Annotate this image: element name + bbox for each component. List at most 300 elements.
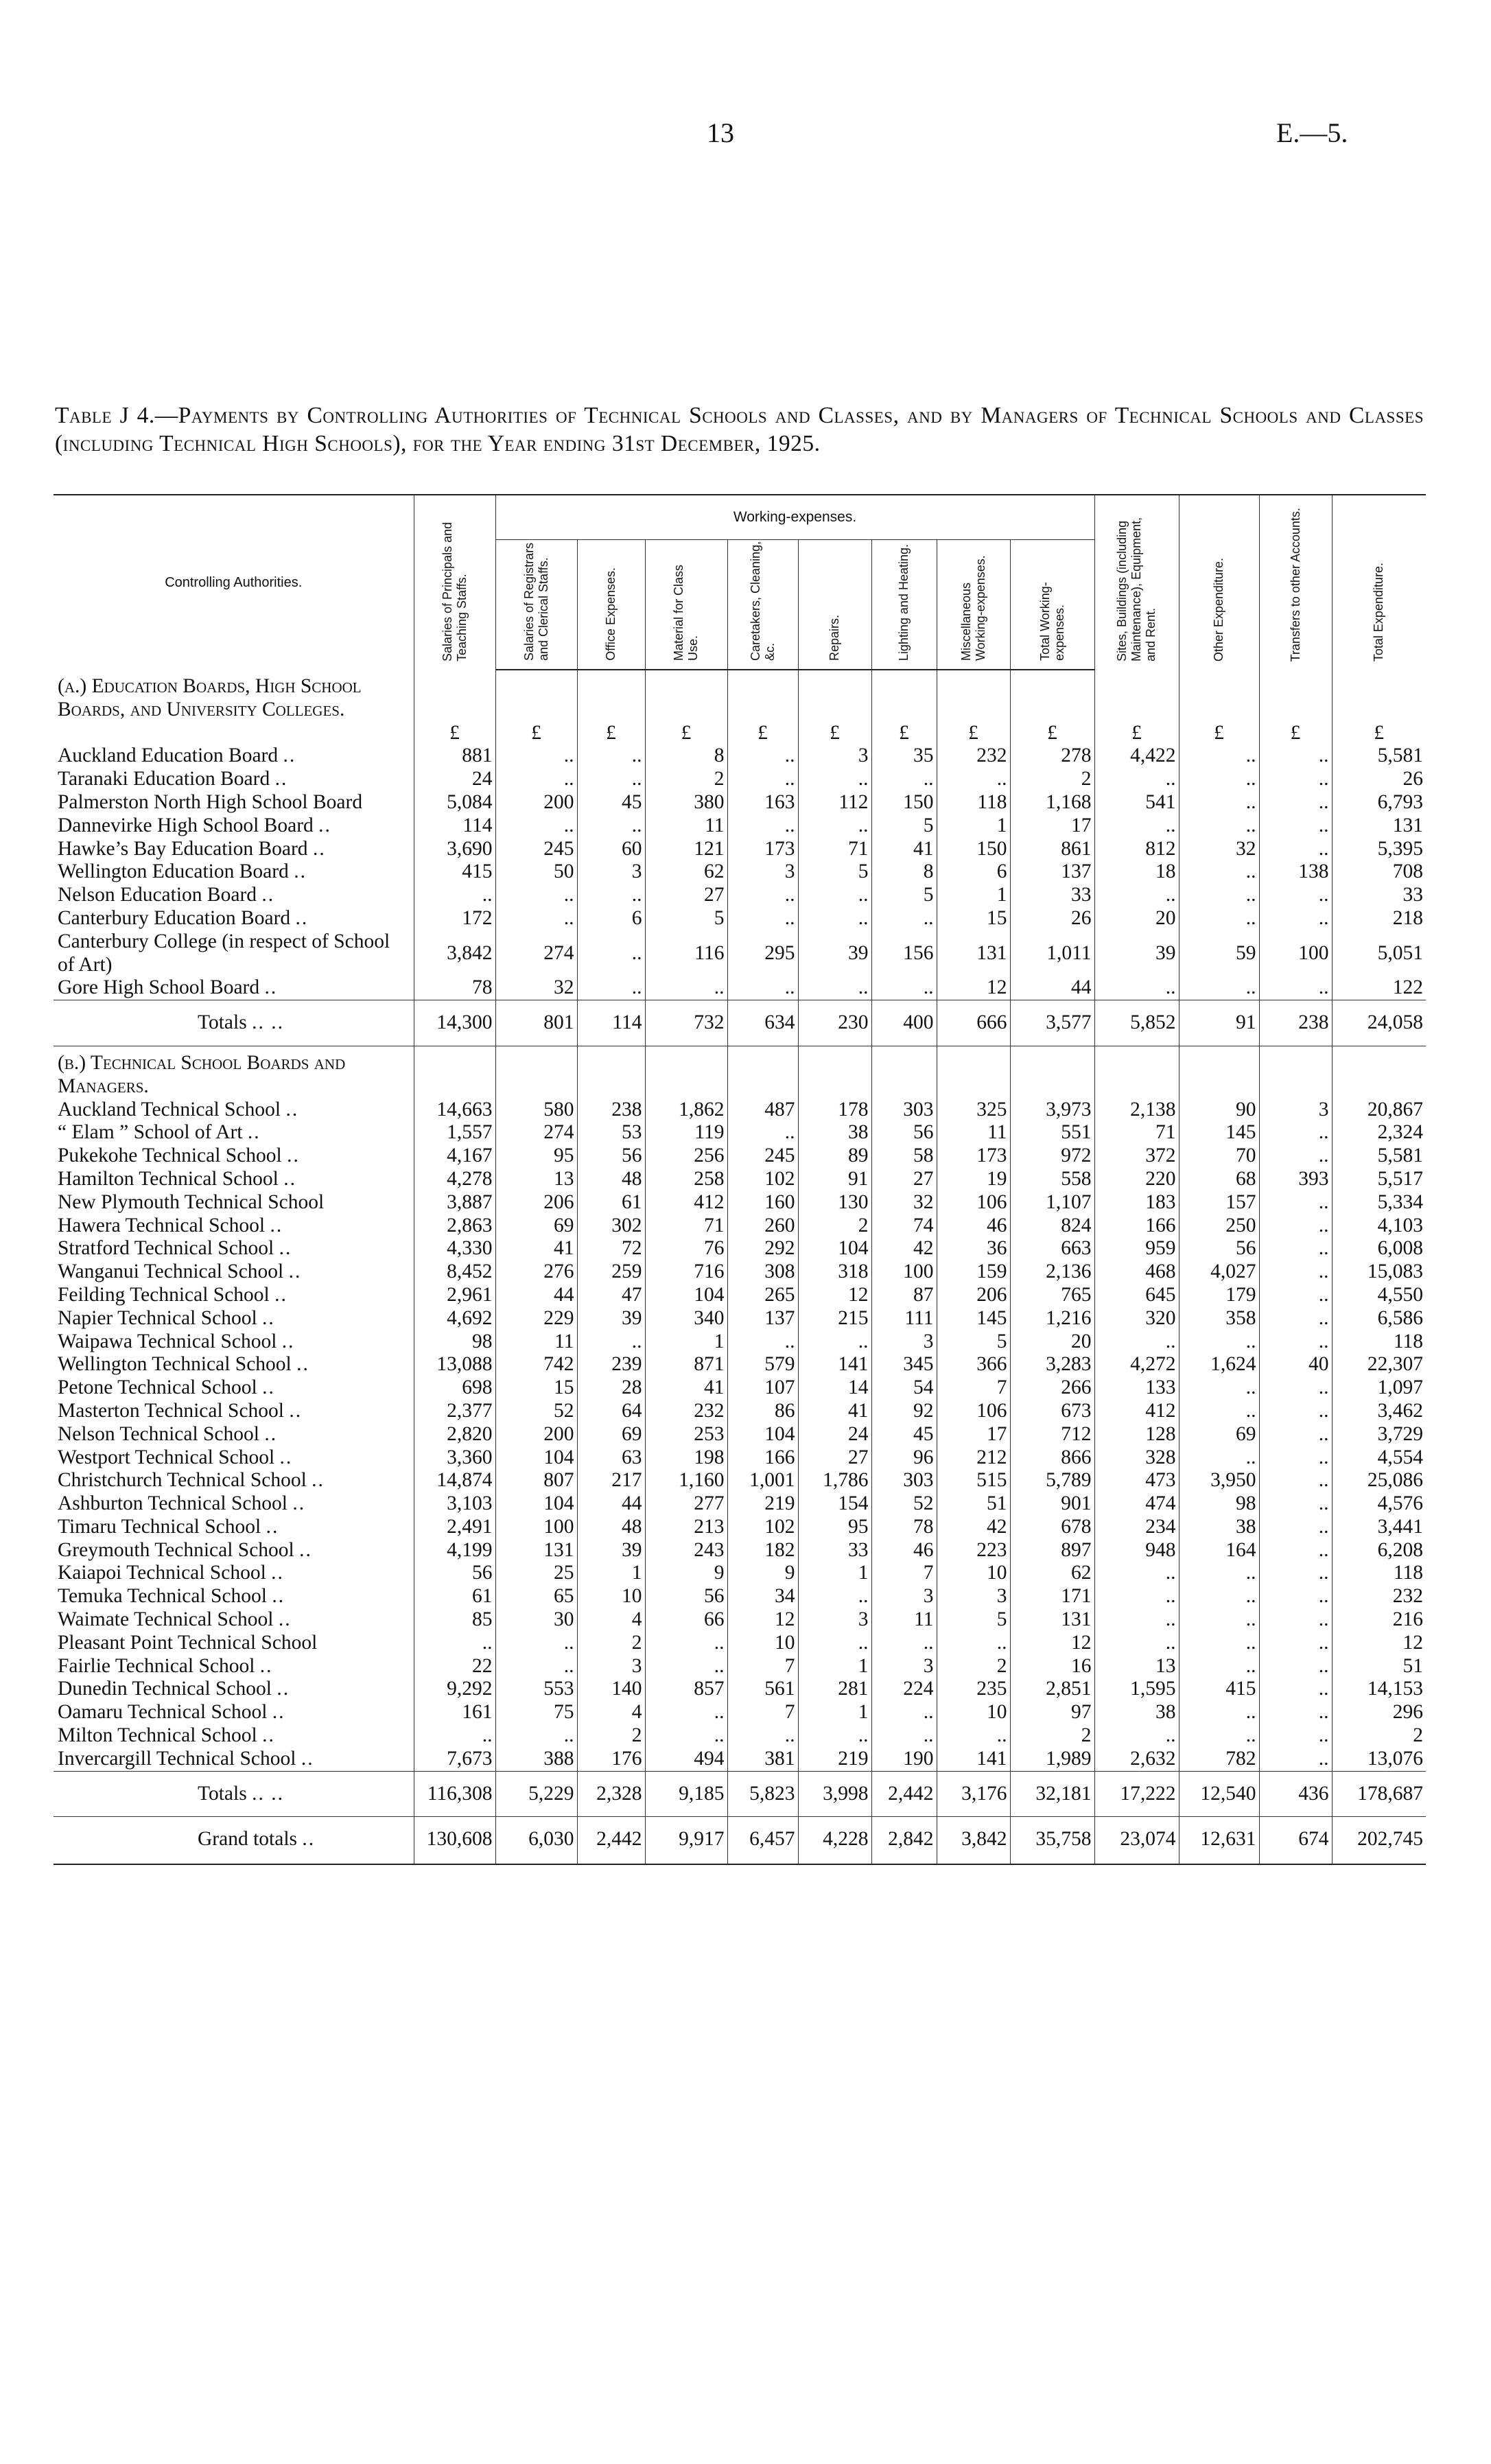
row-name: Feilding Technical School — [58, 1283, 270, 1306]
value-cell: .. — [871, 907, 937, 930]
value-cell: 154 — [798, 1492, 871, 1516]
value-cell: 91 — [798, 1168, 871, 1191]
empty-cell — [1010, 670, 1094, 722]
value-cell: 782 — [1179, 1748, 1259, 1771]
header-sites-buildings: Sites, Buildings (including Maintenance), Equipment, and Rent. — [1094, 495, 1179, 670]
value-cell: 100 — [495, 1516, 577, 1539]
value-cell: 8,452 — [414, 1260, 495, 1284]
currency-symbol: £ — [414, 722, 495, 745]
value-cell: 2,138 — [1094, 1099, 1179, 1122]
empty-cell — [495, 670, 577, 722]
leader-dots: .. — [279, 1446, 293, 1468]
value-cell: 51 — [1332, 1655, 1426, 1678]
value-cell: 11 — [871, 1608, 937, 1632]
header-caretakers: Caretakers, Cleaning, &c. — [727, 540, 798, 670]
table-row — [54, 1585, 1426, 1608]
value-cell: 4 — [577, 1701, 645, 1724]
value-cell: .. — [1259, 1145, 1332, 1168]
value-cell: 18 — [1094, 860, 1179, 884]
value-cell: 116,308 — [414, 1771, 495, 1817]
value-cell: 56 — [645, 1585, 727, 1608]
value-cell: 32 — [1179, 838, 1259, 861]
empty-cell — [798, 670, 871, 722]
value-cell: 44 — [1010, 976, 1094, 1000]
value-cell: 14,663 — [414, 1099, 495, 1122]
value-cell: .. — [1259, 1330, 1332, 1354]
value-cell: 381 — [727, 1748, 798, 1771]
value-cell: 118 — [937, 791, 1010, 814]
value-cell: 12 — [798, 1284, 871, 1307]
value-cell: 541 — [1094, 791, 1179, 814]
value-cell: 4,692 — [414, 1307, 495, 1330]
value-cell: 128 — [1094, 1423, 1179, 1446]
value-cell: 65 — [495, 1585, 577, 1608]
table-row-label — [54, 1724, 414, 1748]
header-total-working: Total Working-expenses. — [1010, 540, 1094, 670]
value-cell: .. — [798, 1585, 871, 1608]
row-name: Waipawa Technical School — [58, 1330, 277, 1352]
value-cell: 107 — [727, 1376, 798, 1400]
value-cell: 812 — [1094, 838, 1179, 861]
value-cell: 13,088 — [414, 1353, 495, 1376]
value-cell: 9 — [727, 1562, 798, 1585]
value-cell: 1 — [798, 1562, 871, 1585]
value-cell: .. — [577, 768, 645, 791]
value-cell: 41 — [645, 1376, 727, 1400]
value-cell: 106 — [937, 1400, 1010, 1423]
value-cell: 9 — [645, 1562, 727, 1585]
table-row-label — [54, 1608, 414, 1632]
value-cell: 3 — [871, 1655, 937, 1678]
value-cell: 274 — [495, 930, 577, 977]
value-cell: 1 — [937, 814, 1010, 838]
value-cell: .. — [1094, 814, 1179, 838]
value-cell: 3,842 — [937, 1817, 1010, 1864]
table-row-label — [54, 884, 414, 907]
value-cell: 215 — [798, 1307, 871, 1330]
currency-symbol: £ — [1332, 722, 1426, 745]
table-row — [54, 1121, 1426, 1145]
value-cell: .. — [577, 1330, 645, 1354]
row-name: Totals — [198, 1782, 247, 1805]
currency-symbol: £ — [727, 722, 798, 745]
value-cell: 91 — [1179, 1000, 1259, 1046]
value-cell: 10 — [727, 1632, 798, 1655]
value-cell: .. — [1179, 976, 1259, 1000]
value-cell: 4,576 — [1332, 1492, 1426, 1516]
value-cell: 176 — [577, 1748, 645, 1771]
value-cell: 41 — [871, 838, 937, 861]
value-cell: 4,278 — [414, 1168, 495, 1191]
value-cell: 3 — [577, 1655, 645, 1678]
currency-symbol: £ — [495, 722, 577, 745]
value-cell: 121 — [645, 838, 727, 861]
value-cell: 972 — [1010, 1145, 1094, 1168]
row-name: Ashburton Technical School — [58, 1492, 287, 1515]
value-cell: .. — [1259, 1632, 1332, 1655]
section-a — [54, 670, 1426, 722]
leader-dots: .. .. — [252, 1782, 284, 1805]
value-cell: 164 — [1179, 1539, 1259, 1562]
table-body — [54, 670, 1426, 1864]
value-cell: 3 — [1259, 1099, 1332, 1122]
value-cell: 20 — [1010, 1330, 1094, 1354]
row-name: Canterbury College (in respect of School of Art) — [58, 930, 390, 976]
value-cell: 473 — [1094, 1469, 1179, 1492]
row-name: Dannevirke High School Board — [58, 814, 314, 836]
value-cell: .. — [1179, 907, 1259, 930]
value-cell: 3 — [727, 860, 798, 884]
value-cell: .. — [1259, 1585, 1332, 1608]
table-row-label — [54, 744, 414, 768]
value-cell: .. — [1094, 1330, 1179, 1354]
row-name: Auckland Education Board — [58, 744, 279, 767]
value-cell: 2 — [798, 1215, 871, 1238]
leader-dots: .. — [272, 1701, 285, 1724]
table-row — [54, 1678, 1426, 1701]
value-cell: .. — [414, 1724, 495, 1748]
value-cell: 4,554 — [1332, 1446, 1426, 1470]
row-name: Grand totals — [198, 1828, 298, 1851]
value-cell: 12 — [937, 976, 1010, 1000]
table-row-label — [54, 907, 414, 930]
value-cell: .. — [1259, 1237, 1332, 1260]
value-cell: .. — [727, 814, 798, 838]
value-cell: 161 — [414, 1701, 495, 1724]
empty-cell — [577, 670, 645, 722]
value-cell: 2,442 — [871, 1771, 937, 1817]
value-cell: .. — [798, 814, 871, 838]
value-cell: .. — [1179, 744, 1259, 768]
value-cell: 634 — [727, 1000, 798, 1046]
value-cell: 27 — [871, 1168, 937, 1191]
payments-table — [54, 494, 1426, 1865]
value-cell: 5,581 — [1332, 744, 1426, 768]
value-cell: 98 — [414, 1330, 495, 1354]
value-cell: .. — [577, 814, 645, 838]
value-cell: 239 — [577, 1353, 645, 1376]
value-cell: 44 — [577, 1492, 645, 1516]
value-cell: 40 — [1259, 1353, 1332, 1376]
empty-cell — [1179, 670, 1259, 722]
leader-dots: .. — [266, 1515, 279, 1538]
value-cell: 96 — [871, 1446, 937, 1470]
value-cell: 2,136 — [1010, 1260, 1094, 1284]
table-row-label — [54, 1423, 414, 1446]
value-cell: 4,422 — [1094, 744, 1179, 768]
value-cell: 474 — [1094, 1492, 1179, 1516]
value-cell: .. — [727, 744, 798, 768]
value-cell: 42 — [937, 1516, 1010, 1539]
value-cell: 24,058 — [1332, 1000, 1426, 1046]
section-b-title: (b.) Technical School Boards and Managers. — [58, 1051, 346, 1097]
value-cell: 897 — [1010, 1539, 1094, 1562]
value-cell: 1,557 — [414, 1121, 495, 1145]
value-cell: 25,086 — [1332, 1469, 1426, 1492]
value-cell: 190 — [871, 1748, 937, 1771]
leader-dots: .. — [289, 1399, 303, 1422]
value-cell: 1,001 — [727, 1469, 798, 1492]
value-cell: 74 — [871, 1215, 937, 1238]
value-cell: .. — [1179, 1655, 1259, 1678]
value-cell: 166 — [1094, 1215, 1179, 1238]
value-cell: 4,330 — [414, 1237, 495, 1260]
value-cell: .. — [937, 1632, 1010, 1655]
value-cell: 12 — [727, 1608, 798, 1632]
table-row — [54, 1376, 1426, 1400]
value-cell: .. — [1094, 1585, 1179, 1608]
value-cell: 3 — [798, 744, 871, 768]
value-cell: 68 — [1179, 1168, 1259, 1191]
table-row — [54, 1423, 1426, 1446]
value-cell: 114 — [414, 814, 495, 838]
value-cell: 46 — [937, 1215, 1010, 1238]
value-cell: .. — [727, 884, 798, 907]
table-row-label — [54, 1099, 414, 1122]
empty-cell — [727, 670, 798, 722]
value-cell: 9,292 — [414, 1678, 495, 1701]
table-row-label — [54, 1284, 414, 1307]
value-cell: 3,103 — [414, 1492, 495, 1516]
table-row-label — [54, 1145, 414, 1168]
value-cell: .. — [1094, 884, 1179, 907]
value-cell: .. — [495, 907, 577, 930]
table-row-label — [54, 976, 414, 1000]
value-cell: .. — [1259, 976, 1332, 1000]
value-cell: .. — [1259, 1469, 1332, 1492]
value-cell: .. — [414, 884, 495, 907]
value-cell: .. — [1259, 884, 1332, 907]
value-cell: 200 — [495, 1423, 577, 1446]
section-b — [54, 1046, 1426, 1098]
row-name: Hawera Technical School — [58, 1214, 266, 1236]
value-cell: 5 — [798, 860, 871, 884]
value-cell: 56 — [577, 1145, 645, 1168]
value-cell: 50 — [495, 860, 577, 884]
row-name: Hawke’s Bay Education Board — [58, 837, 308, 860]
value-cell: .. — [1179, 884, 1259, 907]
value-cell: 412 — [645, 1191, 727, 1215]
value-cell: 32 — [495, 976, 577, 1000]
value-cell: 380 — [645, 791, 727, 814]
row-name: Wellington Education Board — [58, 860, 289, 883]
value-cell: .. — [727, 1121, 798, 1145]
value-cell: .. — [1094, 1724, 1179, 1748]
leader-dots: .. — [294, 860, 307, 883]
value-cell: .. — [871, 1701, 937, 1724]
value-cell: 44 — [495, 1284, 577, 1307]
empty-cell — [1179, 1046, 1259, 1098]
table-row-label — [54, 1237, 414, 1260]
table-row — [54, 1724, 1426, 1748]
header-other-expenditure: Other Expenditure. — [1179, 495, 1259, 670]
table-row-label — [54, 1215, 414, 1238]
value-cell: 742 — [495, 1353, 577, 1376]
value-cell: 5,823 — [727, 1771, 798, 1817]
table-row-label — [54, 768, 414, 791]
value-cell: 266 — [1010, 1376, 1094, 1400]
value-cell: 42 — [871, 1237, 937, 1260]
value-cell: 97 — [1010, 1701, 1094, 1724]
empty-cell — [1332, 670, 1426, 722]
value-cell: 6,793 — [1332, 791, 1426, 814]
value-cell: 579 — [727, 1353, 798, 1376]
value-cell: 2 — [1332, 1724, 1426, 1748]
value-cell: 6 — [937, 860, 1010, 884]
leader-dots: .. — [278, 1608, 292, 1631]
value-cell: 145 — [1179, 1121, 1259, 1145]
value-cell: 12,540 — [1179, 1771, 1259, 1817]
value-cell: 328 — [1094, 1446, 1179, 1470]
value-cell: 58 — [871, 1145, 937, 1168]
value-cell: 69 — [1179, 1423, 1259, 1446]
value-cell: .. — [1259, 1376, 1332, 1400]
value-cell: 51 — [937, 1492, 1010, 1516]
leader-dots: .. — [262, 1306, 275, 1329]
value-cell: 366 — [937, 1353, 1010, 1376]
value-cell: .. — [1259, 1608, 1332, 1632]
table-row — [54, 1516, 1426, 1539]
row-name: Taranaki Education Board — [58, 768, 270, 790]
value-cell: .. — [495, 884, 577, 907]
value-cell: 12 — [1332, 1632, 1426, 1655]
value-cell: 212 — [937, 1446, 1010, 1470]
value-cell: 36 — [937, 1237, 1010, 1260]
value-cell: .. — [1259, 1307, 1332, 1330]
value-cell: 959 — [1094, 1237, 1179, 1260]
value-cell: 141 — [798, 1353, 871, 1376]
table-row-label — [54, 1748, 414, 1771]
table-row — [54, 791, 1426, 814]
value-cell: 45 — [577, 791, 645, 814]
value-cell: 250 — [1179, 1215, 1259, 1238]
row-name: New Plymouth Technical School — [58, 1190, 325, 1213]
value-cell: 131 — [1010, 1608, 1094, 1632]
value-cell: 1,097 — [1332, 1376, 1426, 1400]
row-name: Wanganui Technical School — [58, 1260, 284, 1283]
leader-dots: .. — [312, 837, 326, 860]
value-cell: 2 — [577, 1632, 645, 1655]
row-name: Pukekohe Technical School — [58, 1145, 282, 1167]
value-cell: .. — [1094, 768, 1179, 791]
value-cell: 3,176 — [937, 1771, 1010, 1817]
value-cell: 14 — [798, 1376, 871, 1400]
value-cell: 393 — [1259, 1168, 1332, 1191]
value-cell: 245 — [495, 838, 577, 861]
row-name: Timaru Technical School — [58, 1515, 261, 1538]
value-cell: 218 — [1332, 907, 1426, 930]
value-cell: 551 — [1010, 1121, 1094, 1145]
value-cell: 26 — [1332, 768, 1426, 791]
value-cell: 150 — [937, 838, 1010, 861]
value-cell: .. — [1179, 1376, 1259, 1400]
value-cell: 1 — [937, 884, 1010, 907]
leader-dots: .. — [247, 1121, 261, 1144]
row-name: Invercargill Technical School — [58, 1747, 296, 1770]
value-cell: .. — [1179, 1400, 1259, 1423]
value-cell: .. — [798, 976, 871, 1000]
value-cell: 95 — [495, 1145, 577, 1168]
value-cell: 118 — [1332, 1330, 1426, 1354]
value-cell: 308 — [727, 1260, 798, 1284]
value-cell: 8 — [645, 744, 727, 768]
table-row — [54, 1353, 1426, 1376]
value-cell: 1,862 — [645, 1099, 727, 1122]
table-row-label — [54, 1330, 414, 1354]
leader-dots: .. — [299, 1538, 312, 1561]
value-cell: 46 — [871, 1539, 937, 1562]
value-cell: 10 — [937, 1701, 1010, 1724]
empty-cell — [495, 1046, 577, 1098]
value-cell: 325 — [937, 1099, 1010, 1122]
value-cell: 2,863 — [414, 1215, 495, 1238]
value-cell: 580 — [495, 1099, 577, 1122]
section-a-totals-row-label — [54, 1000, 414, 1046]
value-cell: 5,852 — [1094, 1000, 1179, 1046]
value-cell: .. — [1259, 791, 1332, 814]
leader-dots: .. — [262, 1376, 275, 1399]
leader-dots: .. — [285, 1098, 299, 1120]
value-cell: 487 — [727, 1099, 798, 1122]
value-cell: 23,074 — [1094, 1817, 1179, 1864]
value-cell: 5,084 — [414, 791, 495, 814]
value-cell: 515 — [937, 1469, 1010, 1492]
value-cell: 303 — [871, 1469, 937, 1492]
leader-dots: .. — [274, 1283, 287, 1306]
value-cell: 131 — [1332, 814, 1426, 838]
value-cell: 678 — [1010, 1516, 1094, 1539]
table-row-label — [54, 838, 414, 861]
table-row — [54, 1215, 1426, 1238]
value-cell: 122 — [1332, 976, 1426, 1000]
value-cell: 78 — [414, 976, 495, 1000]
value-cell: 173 — [727, 838, 798, 861]
value-cell: 62 — [1010, 1562, 1094, 1585]
value-cell: 4,027 — [1179, 1260, 1259, 1284]
currency-symbol: £ — [798, 722, 871, 745]
value-cell: 259 — [577, 1260, 645, 1284]
value-cell: 295 — [727, 930, 798, 977]
header-salaries-registrars: Salaries of Registrars and Clerical Staffs. — [495, 540, 577, 670]
value-cell: 1,160 — [645, 1469, 727, 1492]
table-row-label — [54, 860, 414, 884]
value-cell: 38 — [798, 1121, 871, 1145]
value-cell: 33 — [1010, 884, 1094, 907]
value-cell: 17 — [937, 1423, 1010, 1446]
value-cell: 663 — [1010, 1237, 1094, 1260]
value-cell: 76 — [645, 1237, 727, 1260]
value-cell: 173 — [937, 1145, 1010, 1168]
value-cell: 2 — [645, 768, 727, 791]
value-cell: .. — [495, 1724, 577, 1748]
currency-symbol: £ — [645, 722, 727, 745]
value-cell: 5,517 — [1332, 1168, 1426, 1191]
value-cell: 11 — [645, 814, 727, 838]
value-cell: 39 — [798, 930, 871, 977]
row-name: Kaiapoi Technical School — [58, 1562, 266, 1584]
value-cell: 116 — [645, 930, 727, 977]
value-cell: 166 — [727, 1446, 798, 1470]
value-cell: 35 — [871, 744, 937, 768]
value-cell: 320 — [1094, 1307, 1179, 1330]
value-cell: 7,673 — [414, 1748, 495, 1771]
value-cell: 22 — [414, 1655, 495, 1678]
row-name: Fairlie Technical School — [58, 1654, 255, 1677]
value-cell: 6,586 — [1332, 1307, 1426, 1330]
value-cell: 6 — [577, 907, 645, 930]
value-cell: 345 — [871, 1353, 937, 1376]
value-cell: .. — [937, 1724, 1010, 1748]
